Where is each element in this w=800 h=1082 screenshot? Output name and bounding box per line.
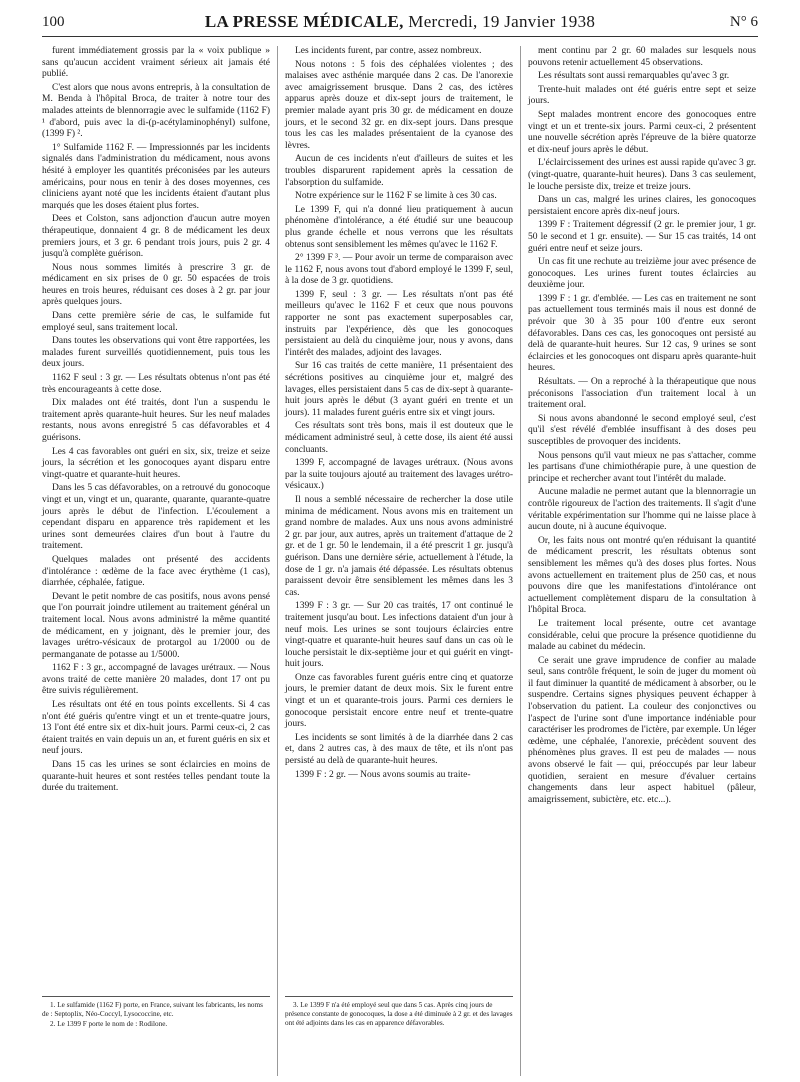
- column-divider: [520, 46, 521, 1076]
- paragraph: Dans 15 cas les urines se sont éclaircies en moins de quarante-huit heures et sont restées telles pendant toute la durée du traitement.: [42, 760, 270, 794]
- paragraph: Dans un cas, malgré les urines claires, les gonocoques persistaient encore après dix-neuf jours.: [528, 195, 756, 217]
- paragraph: Si nous avons abandonné le second employé seul, c'est qu'il s'est révélé d'emblée insuffisant à des doses peu susceptibles de provoquer des incidents.: [528, 413, 756, 447]
- paragraph: 2° 1399 F ³. — Pour avoir un terme de comparaison avec le 1162 F, nous avons tout d'abord employé le 1399 F, seul, à la dose de 3 gr. quotidiens.: [285, 253, 513, 287]
- paragraph: 1° Sulfamide 1162 F. — Impressionnés par les incidents signalés dans l'administration du médicament, nous avons hésité à employer les quantités préconisées par les auteurs américains, pour nous en tenir à des doses moyennes, ces cliniciens ayant noté que les incidents étaient d'autant plus marqués que les doses étaient plus fortes.: [42, 142, 270, 211]
- paragraph: Les résultats sont aussi remarquables qu'avec 3 gr.: [538, 71, 730, 82]
- journal-name: LA PRESSE MÉDICALE,: [204, 12, 404, 31]
- paragraph: Notre expérience sur le 1162 F se limite à ces 30 cas.: [295, 191, 497, 202]
- text-column-3: [528, 46, 756, 808]
- footnotes-column-2: [285, 996, 513, 1029]
- paragraph: 1399 F : 3 gr. — Sur 20 cas traités, 17 ont continué le traitement jusqu'au bout. Les infections dataient d'un jour à neuf mois. Les urines se sont toujours éclaircies entre vingt-quatre et quarante-huit heures sauf dans un cas où le louche persistait le dix-septième jour et qui guérit en vingt-huit jours.: [285, 601, 513, 670]
- paragraph: Sept malades montrent encore des gonocoques entre vingt et un et trente-six jours. Parmi ceux-ci, 2 présentent une nouvelle sécrétion après l'épreuve de la bière quatorze et dix-neuf jours après le début.: [528, 109, 756, 155]
- page-number: 100: [42, 14, 65, 30]
- paragraph: Un cas fit une rechute au treizième jour avec présence de gonocoques. Les urines furent toutes éclaircies au deuxième jour.: [528, 257, 756, 291]
- paragraph: Onze cas favorables furent guéris entre cinq et quatorze jours, le premier datant de deux mois. Six le furent entre vingt et un et quarante-trois jours. Parmi ces derniers le gonocoque persistait encore entre neuf et trente-quatre jours.: [285, 672, 513, 730]
- paragraph: Dans toutes les observations qui vont être rapportées, les malades furent surveillés quotidiennement, puis tous les deux jours.: [42, 336, 270, 370]
- paragraph: Dix malades ont été traités, dont l'un a suspendu le traitement après quarante-huit heures. Sur les neuf malades restants, nous avons enregistré 5 cas défavorables et 4 guérisons.: [42, 398, 270, 443]
- journal-title-line: [42, 12, 758, 32]
- paragraph: Ce serait une grave imprudence de confier au malade seul, sans contrôle fréquent, le soin de juger du moment où il faut diminuer la quantité de médicament à absorber, ou le suspendre. Certains signes physiques peuvent échapper à l'observation du patient. La couleur des conjonctives ou l'aspect de l'urine sont d'une importance indéniable pour caractériser les prodromes de l'ictère, par exemple. Un léger œdème, une céphalée, l'anorexie, précèdent souvent des phénomènes plus graves. Il est peu de malades — nous avons observé le fait — qui, préoccupés par leur labeur quotidien, seraient en mesure d'évaluer certains changements dans leur aspect habituel (pâleur, amaigrissement, subictère, etc. etc...).: [528, 655, 757, 805]
- page-header: [42, 10, 758, 37]
- paragraph: 1162 F : 3 gr., accompagné de lavages urétraux. — Nous avons traité de cette manière 20 malades, dont 17 ont pu être suivis régulièrement.: [42, 663, 270, 697]
- issue-date: Mercredi, 19 Janvier 1938: [408, 12, 596, 31]
- paragraph: Aucun de ces incidents n'eut d'ailleurs de suites et les troubles disparurent rapidement après la cessation de l'absorption du sulfamide.: [285, 154, 513, 188]
- paragraph: 1162 F seul : 3 gr. — Les résultats obtenus n'ont pas été très encourageants à cette dose.: [42, 373, 270, 395]
- paragraph: C'est alors que nous avons entrepris, à la consultation de M. Benda à l'hôpital Broca, de traiter à notre tour des malades atteints de blennorragie avec le sulfamide (1162 F) ¹ d'abord, puis avec la di-(p-acétylaminophényl) sulfone, (1399 F) ².: [42, 82, 270, 140]
- paragraph: Les résultats ont été en tous points excellents. Si 4 cas n'ont été guéris qu'entre vingt et un et trente-quatre jours, 13 l'ont été entre six et dix-huit jours. Parmi ceux-ci, 2 cas étaient traités en vain depuis un an, et furent guéris en six et neuf jours.: [42, 700, 270, 757]
- paragraph: Sur 16 cas traités de cette manière, 11 présentaient des sécrétions positives au cinquième jour et, malgré des lavages, elles persistaient dans 5 cas de dix-sept à quarante-huit jours après le début (3 ayant guéri en trente et un jours). 11 malades furent guéris entre six et vingt jours.: [285, 361, 513, 418]
- paragraph: Or, les faits nous ont montré qu'en réduisant la quantité de médicament prescrit, les résultats obtenus sont sensiblement les mêmes qu'à des doses plus fortes. Nous avons actuellement en traitement plus de 250 cas, et nous pouvons dire que les manifestations d'intolérance ont actuellement complètement disparu de la consultation à l'hôpital Broca.: [528, 535, 756, 616]
- paragraph: Il nous a semblé nécessaire de rechercher la dose utile minima de médicament. Nous avons mis en traitement un grand nombre de malades. Aux uns nous avons administré 2 gr. par jour, aux autres, après un traitement d'attaque de 2 gr. et de 1 gr. 50 le lendemain, il a été prescrit 1 gr. jusqu'à guérison. Dans une dernière série, actuellement à l'étude, la dose de 1 gr. n'a jamais été dépassée. Les résultats obtenus paraissent devoir être sensiblement les mêmes dans les 3 cas.: [285, 494, 513, 598]
- paragraph: Dans cette première série de cas, le sulfamide fut employé seul, sans traitement local.: [42, 311, 270, 333]
- footnote: 3. Le 1399 F n'a été employé seul que dans 5 cas. Après cinq jours de présence constante de gonocoques, la dose a été diminuée à 2 gr. et des lavages ont été adjoints dans les cas en apparence défavorables.: [285, 1001, 513, 1027]
- paragraph: ment continu par 2 gr. 60 malades sur lesquels nous pouvons retenir actuellement 45 observations.: [528, 46, 756, 68]
- column-divider: [277, 46, 278, 1076]
- paragraph: Le traitement local présente, outre cet avantage considérable, celui que procure la présence quotidienne du malade au cabinet du médecin.: [528, 618, 756, 653]
- paragraph: Le 1399 F, qui n'a donné lieu pratiquement à aucun phénomène d'intolérance, a été étudié sur une beaucoup plus grande échelle et nous verrons que les résultats obtenus sont sensiblement les mêmes qu'avec le 1162 F.: [285, 204, 513, 250]
- paragraph: L'éclaircissement des urines est aussi rapide qu'avec 3 gr. (vingt-quatre, quarante-huit heures). Dans 3 cas seulement, le louche persiste dix, treize et treize jours.: [528, 158, 756, 192]
- paragraph: Les incidents furent, par contre, assez nombreux.: [295, 46, 482, 56]
- footnote: 1. Le sulfamide (1162 F) porte, en France, suivant les fabricants, les noms de : Septoplix, Néo-Coccyl, Lysococcine, etc.: [42, 1001, 263, 1018]
- paragraph: Les incidents se sont limités à de la diarrhée dans 2 cas et, dans 2 autres cas, à des maux de tête, et ils n'ont pas persisté au delà de quarante-huit heures.: [285, 732, 513, 767]
- paragraph: Trente-huit malades ont été guéris entre sept et seize jours.: [528, 84, 756, 107]
- paragraph: Nous nous sommes limités à prescrire 3 gr. de médicament en six prises de 0 gr. 50 espacées de trois heures en trois heures, réduisant ces doses à 2 gr. par jour après quelques jours.: [42, 262, 270, 308]
- paragraph: Les 4 cas favorables ont guéri en six, six, treize et seize jours, la sécrétion et les gonocoques ayant disparu entre vingt-quatre et quarante-huit heures.: [42, 446, 270, 480]
- paragraph: Dees et Colston, sans adjonction d'aucun autre moyen thérapeutique, donnaient 4 gr. 8 de médicament les deux premiers jours, et 3 gr. 6 pendant trois jours, puis 2 gr. 4 jusqu'à complète guérison.: [42, 214, 270, 260]
- paragraph: 1399 F, seul : 3 gr. — Les résultats n'ont pas été meilleurs qu'avec le 1162 F et ceux que nous pouvons rapporter ne sont pas exactement superposables car, instruits par l'expérience, dès que les gonocoques persistaient au delà du cinquième jour, nous y avons, dans l'intérêt des malades, adjoint des lavages.: [285, 289, 513, 358]
- footnote: 2. Le 1399 F porte le nom de : Rodilone.: [50, 1020, 168, 1028]
- paragraph: furent immédiatement grossis par la « voix publique » sans qu'aucun accident vraiment sérieux ait jamais été publié.: [42, 46, 270, 80]
- issue-number: N° 6: [729, 14, 758, 30]
- paragraph: 1399 F : 1 gr. d'emblée. — Les cas en traitement ne sont pas actuellement tous terminés mais il nous est donné de prévoir que 30 à 35 pour 100 d'entre eux seront défavorables. Dans ces cas, les gonocoques ont persisté au delà de quarante-huit heures. Sur 12 cas, 9 urines se sont éclaircies et les gonocoques ont disparu après quarante-huit heures.: [528, 293, 756, 374]
- paragraph: Aucune maladie ne permet autant que la blennorragie un contrôle rigoureux de l'action des traitements. Il s'agit d'une véritable expérimentation sur l'homme qui ne laisse place à aucun doute, ni à aucune équivoque.: [528, 487, 756, 533]
- paragraph: Ces résultats sont très bons, mais il est douteux que le médicament administré seul, à cette dose, ils aient été aussi concluants.: [285, 421, 513, 455]
- footnotes-column-1: [42, 996, 270, 1030]
- text-column-1: [42, 46, 270, 797]
- paragraph: 1399 F, accompagné de lavages urétraux. (Nous avons par la suite toujours ajouté au traitement des lavages urétro-vésicaux.): [285, 458, 513, 492]
- paragraph: Nous pensons qu'il vaut mieux ne pas s'attacher, comme les partisans d'une chimiothérapie pure, à une question de principe et rechercher avant tout l'intérêt du malade.: [528, 450, 756, 484]
- text-column-2: [285, 46, 513, 783]
- paragraph: Nous notons : 5 fois des céphalées violentes ; des malaises avec asthénie marquée dans 2 cas. De l'anorexie avec amaigrissement brusque. Dans 2 cas, des ictères apparus après douze et dix-sept jours de traitement, le premier malade ayant pris 30 gr. de médicament en douze jours, et le second 32 gr. en dix-sept jours. Dans presque tous les cas les malades présentaient de la cyanose des lèvres.: [285, 59, 513, 151]
- paragraph: Quelques malades ont présenté des accidents d'intolérance : œdème de la face avec érythème (1 cas), diarrhée, céphalée, fatigue.: [42, 554, 270, 589]
- paragraph: 1399 F : 2 gr. — Nous avons soumis au traite-: [295, 769, 471, 780]
- paragraph: Devant le petit nombre de cas positifs, nous avons pensé que l'on pourrait joindre utilement au traitement général un traitement local. Nous avons administré la même quantité de médicament, en y joignant, dès le premier jour, des lavages urétro-vésicaux de protargol au 1/2000 ou de permanganate de potasse au 1/5000.: [42, 591, 270, 660]
- paragraph: 1399 F : Traitement dégressif (2 gr. le premier jour, 1 gr. 50 le second et 1 gr. ensuite). — Sur 15 cas traités, 14 ont guéri entre neuf et seize jours.: [528, 220, 756, 254]
- paragraph: Dans les 5 cas défavorables, on a retrouvé du gonocoque vingt et un, vingt et un, quarante, quarante, quarante-quatre jours après le début de l'infection. L'écoulement a cependant disparu en apparence très rapidement et les urines sont demeurées claires d'un bout à l'autre du traitement.: [42, 483, 270, 552]
- paragraph: Résultats. — On a reproché à la thérapeutique que nous préconisons l'association d'un traitement local à un traitement oral.: [528, 377, 756, 411]
